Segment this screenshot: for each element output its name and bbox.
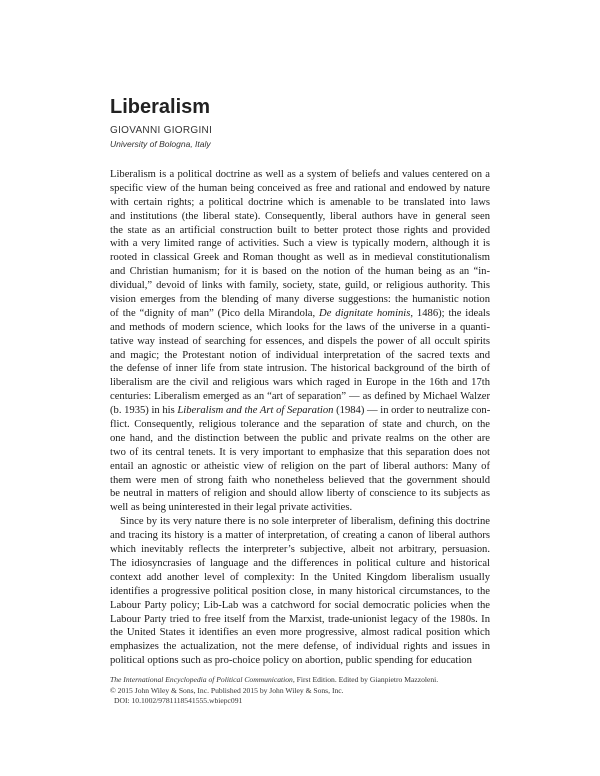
article-title: Liberalism bbox=[110, 96, 211, 118]
body-line: of the “dignity of man” (Pico della Mirandola, De dignitate hominis, 1486); the ideals bbox=[110, 307, 490, 319]
body-line: entail an agnostic or atheistic view of religion on the part of liberal authors: Many of bbox=[110, 460, 490, 472]
body-line: two of its central tenets. It is very important to emphasize that this separation does not bbox=[110, 446, 490, 458]
body-line: and Christian humanism; for it is based on the notion of the human being as an “in- bbox=[110, 266, 490, 278]
body-line: identifies a progressive political position close, in many historical circumstances, to the bbox=[110, 585, 490, 597]
author-name: GIOVANNI GIORGINI bbox=[110, 125, 213, 136]
body-line: and tracing its history is a matter of interpretation, of creating a canon of liberal authors bbox=[110, 530, 490, 542]
body-line: Since by its very nature there is no sole interpreter of liberalism, defining this doctrine bbox=[120, 516, 490, 528]
author-affiliation: University of Bologna, Italy bbox=[110, 139, 211, 149]
footer bbox=[110, 675, 490, 707]
body-line: specific view of the human being conceived as free and rational and endowed by nature bbox=[110, 182, 490, 194]
body-line: which inevitably reflects the interpreter’s subjective, albeit not arbitrary, persuasion. bbox=[110, 544, 490, 556]
body-line: the United States it identifies an even more progressive, almost radical position which bbox=[110, 627, 490, 639]
body-line: them were men of strong faith who nonetheless believed that the government should bbox=[110, 474, 490, 486]
footer-citation: The International Encyclopedia of Political Communication, First Edition. Edited by Gianpietro Mazzoleni. bbox=[110, 675, 439, 684]
body-line: tative way instead of searching for essences, and dispels the power of all occult spirits bbox=[110, 335, 490, 347]
body-line: Labour Party tried to free itself from the Marxist, trade-unionist legacy of the 1980s. In bbox=[110, 613, 490, 625]
body-line: Labour Party policy; Lib-Lab was a catchword for social democratic policies when the bbox=[110, 599, 490, 611]
article-body bbox=[110, 168, 490, 668]
body-line: vision emerges from the blending of many diverse suggestions: the humanistic notion bbox=[110, 294, 490, 306]
body-line: emphasizes the actualization, not the mere defense, of individual rights and issues in bbox=[110, 641, 490, 653]
body-line: well as being uninterested in their legal private activities. bbox=[110, 502, 353, 514]
body-line: one hand, and the distinction between the public and private realms on the other are bbox=[110, 432, 490, 444]
body-line: the defense of inner life from state intrusion. The historical background of the birth of bbox=[110, 363, 490, 375]
body-line: dividual,” devoid of links with family, society, state, guild, or religious authority. This bbox=[110, 280, 490, 292]
body-line: be neutral in matters of religion and should allow liberty of conscience to its subjects as bbox=[110, 488, 490, 500]
footer-copyright: © 2015 John Wiley & Sons, Inc. Published 2015 by John Wiley & Sons, Inc. bbox=[110, 685, 344, 695]
body-line: centuries: Liberalism emerged as an “art of separation” — as defined by Michael Walzer bbox=[110, 391, 490, 403]
body-line: political options such as pro-choice policy on abortion, public spending for education bbox=[110, 655, 472, 667]
body-line: flict. Consequently, religious tolerance and the separation of state and church, on the bbox=[110, 419, 490, 431]
body-line: Liberalism is a political doctrine as well as a system of beliefs and values centered on a bbox=[110, 169, 490, 180]
body-line: context add another level of complexity: In the United Kingdom liberalism usually bbox=[110, 571, 490, 583]
body-line: and methods of modern science, which looks for the laws of the universe in a quanti- bbox=[110, 321, 490, 333]
body-line: with certain rights; a political doctrine which is amenable to be translated into laws bbox=[110, 196, 490, 208]
body-line: (b. 1935) in his Liberalism and the Art of Separation (1984) — in order to neutralize con- bbox=[110, 405, 491, 417]
footer-doi: DOI: 10.1002/9781118541555.wbiepc091 bbox=[114, 696, 243, 705]
body-line: the state as an artificial construction built to better protect those rights and provided bbox=[110, 224, 490, 236]
body-line: rooted in classical Greek and Roman thought as well as in medieval constitutionalism bbox=[110, 252, 490, 264]
body-line: The idiosyncrasies of language and the differences in political culture and historical bbox=[110, 557, 490, 569]
body-line: and institutions (the liberal state). Consequently, liberal authors have in general seen bbox=[110, 210, 490, 222]
body-line: liberalism are the civil and religious wars which raged in Europe in the 16th and 17th bbox=[110, 377, 490, 389]
body-line: with a very limited range of activities. Such a view is typically modern, although it is bbox=[110, 238, 490, 250]
body-line: and magic; the Protestant notion of individual interpretation of the sacred texts and bbox=[110, 349, 490, 361]
